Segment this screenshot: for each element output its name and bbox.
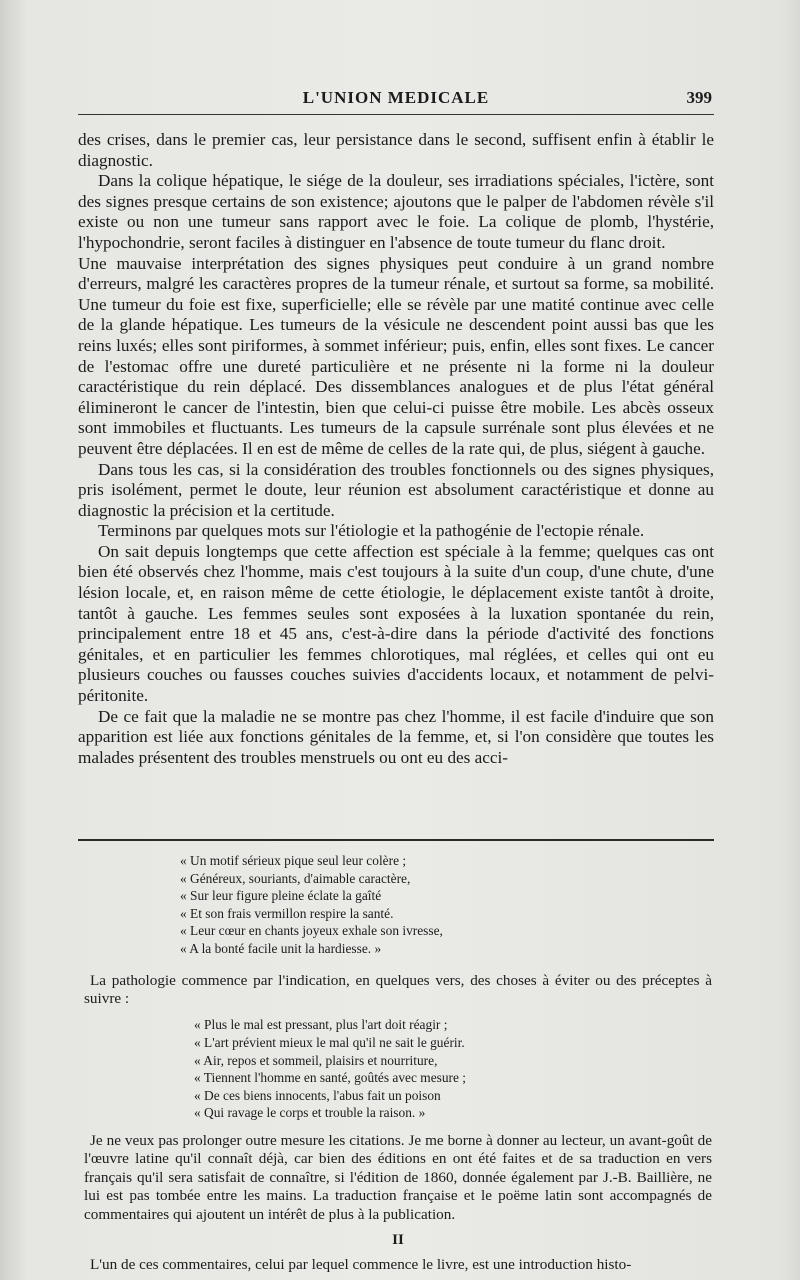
verse-line: « De ces biens innocents, l'abus fait un poison bbox=[194, 1087, 441, 1103]
note-paragraph: La pathologie commence par l'indication, en quelques vers, des choses à éviter ou des préceptes à suivre : bbox=[84, 971, 712, 1007]
running-title: L'UNION MEDICALE bbox=[302, 88, 490, 107]
verse-line: « Généreux, souriants, d'aimable caractère, bbox=[180, 870, 411, 886]
verse-line: « Qui ravage le corps et trouble la raison. » bbox=[194, 1105, 426, 1121]
note-paragraph: L'un de ces commentaires, celui par lequel commence le livre, est une introduction histo- bbox=[90, 1255, 632, 1273]
verse-line: « Sur leur figure pleine éclate la gaîté bbox=[180, 888, 382, 904]
verse-line: « Plus le mal est pressant, plus l'art doit réagir ; bbox=[194, 1017, 448, 1033]
verse-line: « Un motif sérieux pique seul leur colère ; bbox=[180, 853, 407, 868]
main-text bbox=[78, 130, 714, 768]
paragraph: Dans tous les cas, si la considération des troubles fonctionnels ou des signes physiques, pris isolément, permet le doute, leur réunion est absolument caractéristique et donne au diagnostic la précision et la certitude. bbox=[78, 459, 714, 520]
verse-line: « Tiennent l'homme en santé, goûtés avec mesure ; bbox=[194, 1070, 467, 1086]
verse-line: « Et son frais vermillon respire la santé. bbox=[180, 905, 394, 921]
paragraph: On sait depuis longtemps que cette affection est spéciale à la femme; quelques cas ont bien été observés chez l'homme, mais c'est toujours à la suite d'un coup, d'une chute, d'une lésion locale, et, en raison même de cette étiologie, le déplacement existe tantôt à droite, tantôt à gauche. Les femmes seules sont exposées à la luxation spontanée du rein, principalement entre 18 et 45 ans, c'est-à-dire dans la période d'activité des fonctions génitales, et en particulier les femmes chlorotiques, mal réglées, et celles qui ont eu plusieurs couches ou fausses couches suivies d'accidents locaux, et notamment de pelvi-péritonite. bbox=[78, 541, 714, 706]
paragraph: des crises, dans le premier cas, leur persistance dans le second, suffisent enfin à établir le diagnostic. bbox=[78, 130, 714, 170]
footnote-divider bbox=[78, 839, 714, 841]
section-number: II bbox=[392, 1231, 404, 1248]
footnote-section bbox=[84, 852, 712, 1274]
verse-line: « A la bonté facile unit la hardiesse. » bbox=[180, 940, 382, 956]
verse-line: « Air, repos et sommeil, plaisirs et nourriture, bbox=[194, 1052, 438, 1068]
note-paragraph: Je ne veux pas prolonger outre mesure les citations. Je me borne à donner au lecteur, un avant-goût de l'œuvre latine qu'il connaît déjà, car bien des éditions en ont été faites et de sa traduction en vers français qu'il sera satisfait de connaître, si l'édition de 1860, donnée également par J.-B. Baillière, ne lui est pas tombée entre les mains. La traduction française et le poëme latin sont accompagnés de commentaires qui ajoutent un intérêt de plus à la publication. bbox=[84, 1131, 712, 1223]
verse-line: « L'art prévient mieux le mal qu'il ne sait le guérir. bbox=[194, 1034, 465, 1050]
paragraph: De ce fait que la maladie ne se montre pas chez l'homme, il est facile d'induire que son apparition est liée aux fonctions génitales de la femme, et, si l'on considère que toutes les malades présentent des troubles menstruels ou ont eu des acci- bbox=[78, 706, 714, 767]
verse-quotation bbox=[180, 852, 712, 958]
page-header bbox=[78, 86, 714, 115]
paragraph: Une mauvaise interprétation des signes physiques peut conduire à un grand nombre d'erreurs, malgré les caractères propres de la tumeur rénale, et surtout sa forme, sa mobilité. Une tumeur du foie est fixe, superficielle; elle se révèle par une matité continue avec celle de la glande hépatique. Les tumeurs de la vésicule ne descendent point aussi bas que les reins luxés; elles sont piriformes, à sommet inférieur; puis, enfin, elles sont fixes. Le cancer de l'estomac offre une dureté particulière et ne présente ni la forme ni la douleur caractéristique du rein déplacé. Des dissemblances analogues et de plus l'état général élimineront le cancer de l'intestin, bien que celui-ci puisse être mobile. Les abcès osseux sont immobiles et fluctuants. Les tumeurs de la capsule surrénale sont plus élevées et ne peuvent être déplacées. Il en est de même de celles de la rate qui, de plus, siégent à gauche. bbox=[78, 253, 714, 458]
verse-quotation bbox=[194, 1016, 712, 1122]
verse-line: « Leur cœur en chants joyeux exhale son ivresse, bbox=[180, 923, 443, 939]
paragraph: Terminons par quelques mots sur l'étiologie et la pathogénie de l'ectopie rénale. bbox=[98, 521, 645, 541]
paragraph: Dans la colique hépatique, le siége de la douleur, ses irradiations spéciales, l'ictère, sont des signes presque certains de son existence; ajoutons que le palper de l'abdomen révèle s'il existe ou non une tumeur sans rapport avec le foie. La colique de plomb, l'hystérie, l'hypochondrie, seront faciles à distinguer en l'absence de toute tumeur du flanc droit. bbox=[78, 171, 714, 252]
page-number: 399 bbox=[686, 88, 712, 107]
